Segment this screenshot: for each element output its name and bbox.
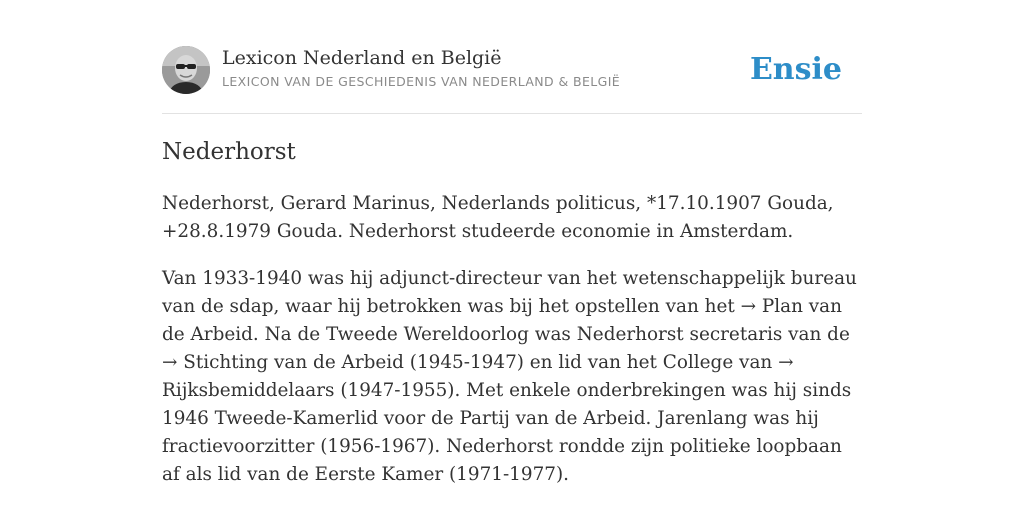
text-segment: . Na de Tweede Wereldoorlog was Nederhorst secretaris van de [252, 324, 850, 345]
avatar-portrait-icon [162, 46, 210, 94]
link-stichting-van-de-arbeid[interactable]: → Stichting van de Arbeid [162, 352, 404, 373]
link-rijksbemiddelaars[interactable]: → Rijksbemiddelaars [162, 352, 794, 401]
text-segment: (1947-1955). Met enkele onderbrekingen was hij sinds 1946 Tweede-Kamerlid voor de Partij van de Arbeid. Jarenlang was hij fractievoorzitter (1956-1967). Nederhorst rondde zijn politieke loopbaan af als lid van de Eerste Kamer (1971-1977). [162, 380, 852, 485]
link-plan-van-de-arbeid[interactable]: → Plan van de Arbeid [162, 296, 842, 345]
site-title[interactable]: Lexicon Nederland en België [222, 47, 502, 69]
site-subtitle: LEXICON VAN DE GESCHIEDENIS VAN NEDERLAND & BELGIË [222, 74, 621, 89]
header [162, 46, 862, 98]
text-segment: (1945-1947) en lid van het College van [403, 352, 779, 373]
paragraph-intro: Nederhorst, Gerard Marinus, Nederlands politicus, *17.10.1907 Gouda, +28.8.1979 Gouda. Nederhorst studeerde economie in Amsterdam. [162, 193, 834, 242]
text-segment: Van 1933-1940 was hij adjunct-directeur van het wetenschappelijk bureau van de sdap, waar hij betrokken was bij het opstellen van het [162, 268, 857, 317]
header-divider [162, 113, 862, 114]
ensie-logo-link[interactable]: Ensie [749, 52, 842, 87]
author-avatar[interactable] [162, 46, 210, 94]
paragraph-career [162, 265, 862, 489]
article-body [162, 190, 862, 508]
page-title: Nederhorst [162, 139, 296, 165]
